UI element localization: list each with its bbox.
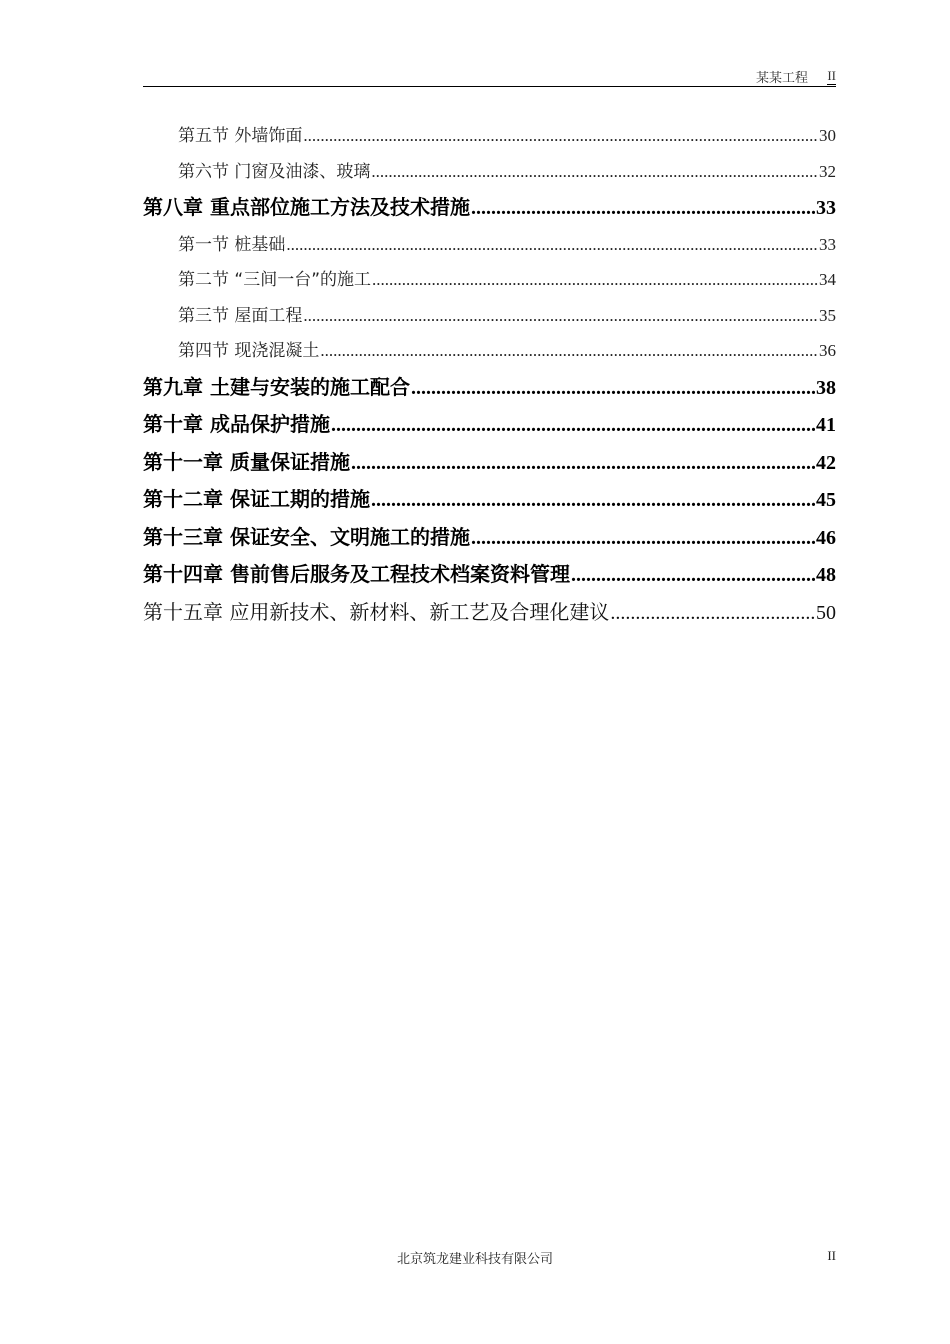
toc-dot-leader <box>331 407 815 444</box>
toc-entry-page-number: 33 <box>816 197 836 219</box>
toc-chapter-entry[interactable] <box>143 444 836 482</box>
toc-entry-title: 第十一章 质量保证措施 <box>143 449 350 474</box>
toc-entry-page-number: 46 <box>816 526 836 549</box>
toc-chapter-entry[interactable] <box>143 556 836 594</box>
toc-chapter-entry[interactable] <box>143 406 836 444</box>
page-header <box>143 64 836 87</box>
toc-section-entry[interactable] <box>143 298 836 334</box>
toc-entry-title: 第一节 桩基础 <box>178 234 286 255</box>
toc-entry-title: 第十三章 保证安全、文明施工的措施 <box>143 524 470 549</box>
toc-entry-title: 第二节 “三间一台”的施工 <box>178 270 372 290</box>
toc-entry-page-number: 50 <box>816 601 836 624</box>
toc-section-entry[interactable] <box>143 118 836 154</box>
toc-chapter-entry[interactable] <box>143 519 836 557</box>
toc-dot-leader <box>571 557 815 594</box>
toc-entry-title: 第五节 外墙饰面 <box>178 126 303 146</box>
toc-dot-leader <box>471 520 815 557</box>
toc-entry-page-number: 32 <box>819 161 836 181</box>
toc-chapter-entry[interactable] <box>143 481 836 519</box>
toc-entry-title: 第四节 现浇混凝土 <box>178 341 320 361</box>
toc-entry-title: 第九章 土建与安装的施工配合 <box>143 374 410 399</box>
toc-dot-leader <box>371 482 815 519</box>
toc-chapter-entry[interactable] <box>143 369 836 407</box>
toc-entry-title: 第八章 重点部位施工方法及技术措施 <box>143 195 470 219</box>
toc-dot-leader <box>371 154 818 190</box>
toc-entry-page-number: 41 <box>816 414 836 436</box>
toc-dot-leader <box>471 190 815 227</box>
toc-dot-leader <box>411 370 815 407</box>
toc-section-entry[interactable] <box>143 154 836 190</box>
toc-entry-title: 第十五章 应用新技术、新材料、新工艺及合理化建议 <box>143 599 610 624</box>
table-of-contents <box>143 118 836 631</box>
toc-entry-page-number: 36 <box>819 341 836 360</box>
toc-entry-title: 第六节 门窗及油漆、玻璃 <box>178 161 371 182</box>
header-page-number: II <box>827 68 836 83</box>
toc-entry-page-number: 33 <box>819 234 836 254</box>
toc-dot-leader <box>320 333 818 369</box>
toc-section-entry[interactable] <box>143 262 836 298</box>
toc-dot-leader <box>303 298 818 334</box>
toc-dot-leader <box>372 262 818 298</box>
toc-dot-leader <box>610 595 815 632</box>
toc-entry-page-number: 30 <box>819 126 836 145</box>
toc-dot-leader <box>351 445 815 482</box>
toc-dot-leader <box>286 227 818 263</box>
toc-entry-page-number: 45 <box>816 489 836 511</box>
toc-dot-leader <box>303 118 818 154</box>
toc-entry-page-number: 42 <box>816 451 836 474</box>
toc-entry-title: 第三节 屋面工程 <box>178 305 303 326</box>
toc-entry-page-number: 35 <box>819 305 836 325</box>
footer-company: 北京筑龙建业科技有限公司 <box>396 1252 553 1267</box>
header-title: 某某工程 <box>755 71 808 86</box>
toc-entry-title: 第十四章 售前售后服务及工程技术档案资料管理 <box>143 562 570 586</box>
footer-page-number: II <box>827 1248 836 1263</box>
toc-entry-page-number: 38 <box>816 376 836 399</box>
toc-entry-page-number: 48 <box>816 564 836 586</box>
toc-entry-title: 第十二章 保证工期的措施 <box>143 487 370 511</box>
toc-section-entry[interactable] <box>143 333 836 369</box>
toc-section-entry[interactable] <box>143 227 836 263</box>
toc-chapter-entry[interactable] <box>143 189 836 227</box>
toc-entry-title: 第十章 成品保护措施 <box>143 412 330 436</box>
toc-chapter-entry[interactable] <box>143 594 836 632</box>
toc-entry-page-number: 34 <box>819 270 836 289</box>
